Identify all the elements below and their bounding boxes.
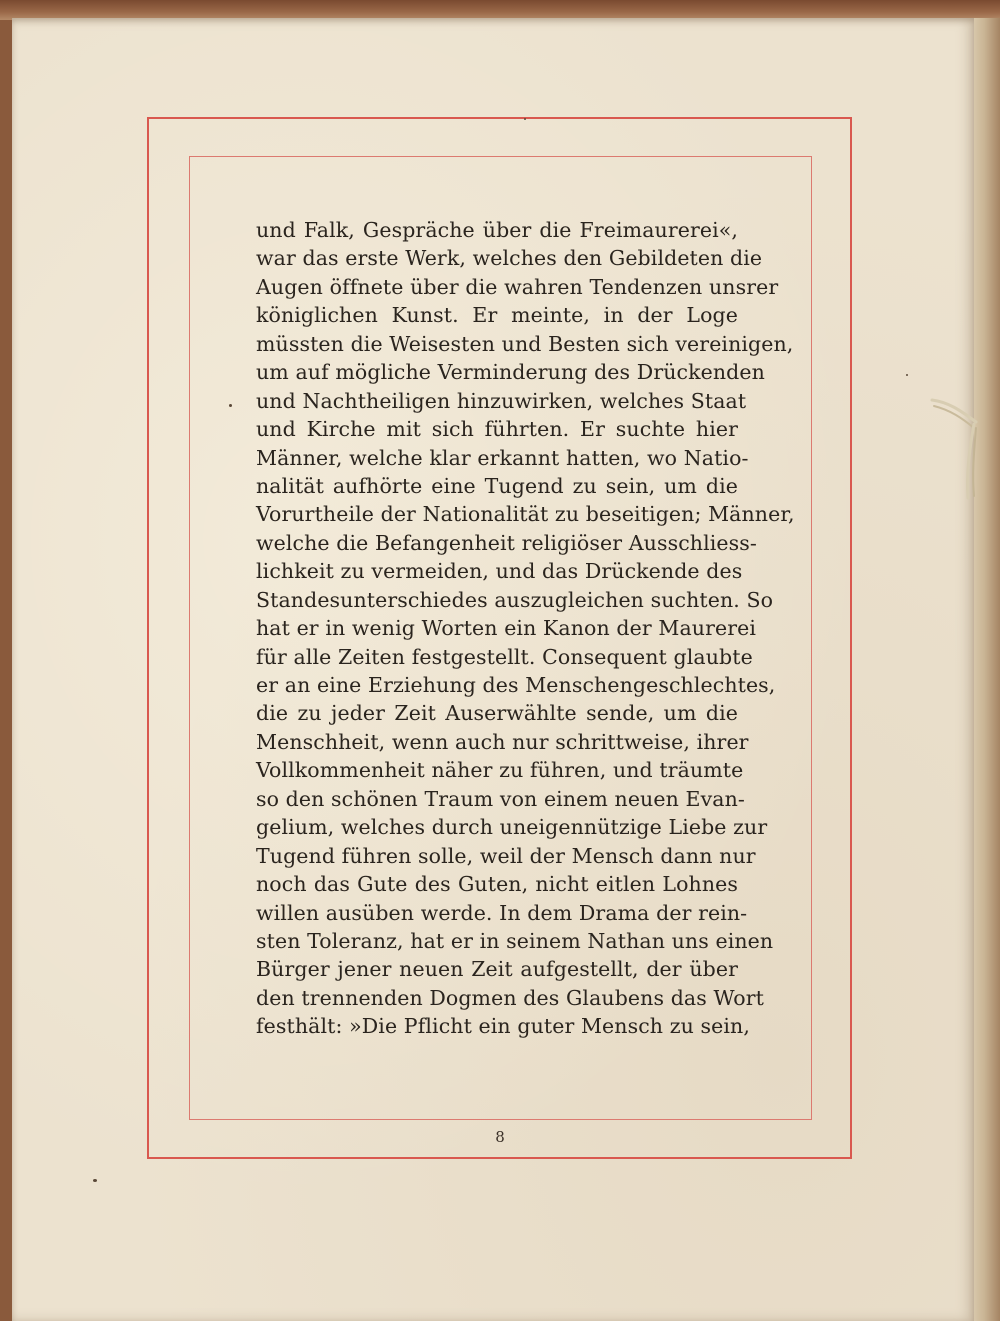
text-line: für alle Zeiten festgestellt. Consequent glaubte [256,644,753,669]
text-line: nalität aufhörte eine Tugend zu sein, um die [256,473,738,498]
text-line: müssten die Weisesten und Besten sich vereinigen, [256,331,794,356]
binding-thread-icon [930,392,980,502]
text-line: Tugend führen solle, weil der Mensch dann nur [256,843,756,868]
text-line: Vorurtheile der Nationalität zu beseitigen; Männer, [256,502,795,527]
text-line: Bürger jener neuen Zeit aufgestellt, der über [256,957,738,982]
text-line: Menschheit, wenn auch nur schrittweise, ihrer [256,729,749,754]
paper-speck [93,1179,97,1182]
text-line: er an eine Erziehung des Menschengeschlechtes, [256,673,776,697]
text-line: Augen öffnete über die wahren Tendenzen unsrer [256,274,779,299]
page-number: 8 [495,1128,505,1146]
text-line: den trennenden Dogmen des Glaubens das Wort [256,985,764,1010]
body-text [256,216,795,1041]
paper-speck [524,118,526,120]
text-line: und Nachtheiligen hinzuwirken, welches Staat [256,388,747,413]
text-line: lichkeit zu vermeiden, und das Drückende des [256,559,743,584]
text-line: die zu jeder Zeit Auserwählte sende, um die [256,701,738,726]
paper-speck [906,374,908,376]
text-line: und Falk, Gespräche über die Freimaurerei«, [256,218,738,242]
paper-speck [229,404,232,407]
text-line: sten Toleranz, hat er in seinem Nathan uns einen [256,928,774,953]
text-line: und Kirche mit sich führten. Er suchte hier [256,417,738,442]
text-line: um auf mögliche Verminderung des Drückenden [256,360,765,385]
text-line: noch das Gute des Guten, nicht eitlen Lohnes [256,872,738,897]
page-stack-edge [974,18,1000,1321]
text-line: Männer, welche klar erkannt hatten, wo Natio- [256,445,749,470]
text-line: festhält: »Die Pflicht ein guter Mensch zu sein, [256,1014,750,1039]
text-line: Vollkommenheit näher zu führen, und träumte [256,758,744,783]
text-line: Standesunterschiedes auszugleichen suchten. So [256,587,774,612]
text-line: gelium, welches durch uneigennützige Liebe zur [256,815,768,840]
text-line: welche die Befangenheit religiöser Ausschliess- [256,530,757,555]
text-line: königlichen Kunst. Er meinte, in der Loge [256,303,738,328]
text-line: war das erste Werk, welches den Gebildeten die [256,246,763,271]
book-cover-edge [0,0,1000,20]
text-line: willen ausüben werde. In dem Drama der rein- [256,900,748,925]
text-line: hat er in wenig Worten ein Kanon der Maurerei [256,616,757,641]
text-line: so den schönen Traum von einem neuen Evan- [256,786,745,811]
